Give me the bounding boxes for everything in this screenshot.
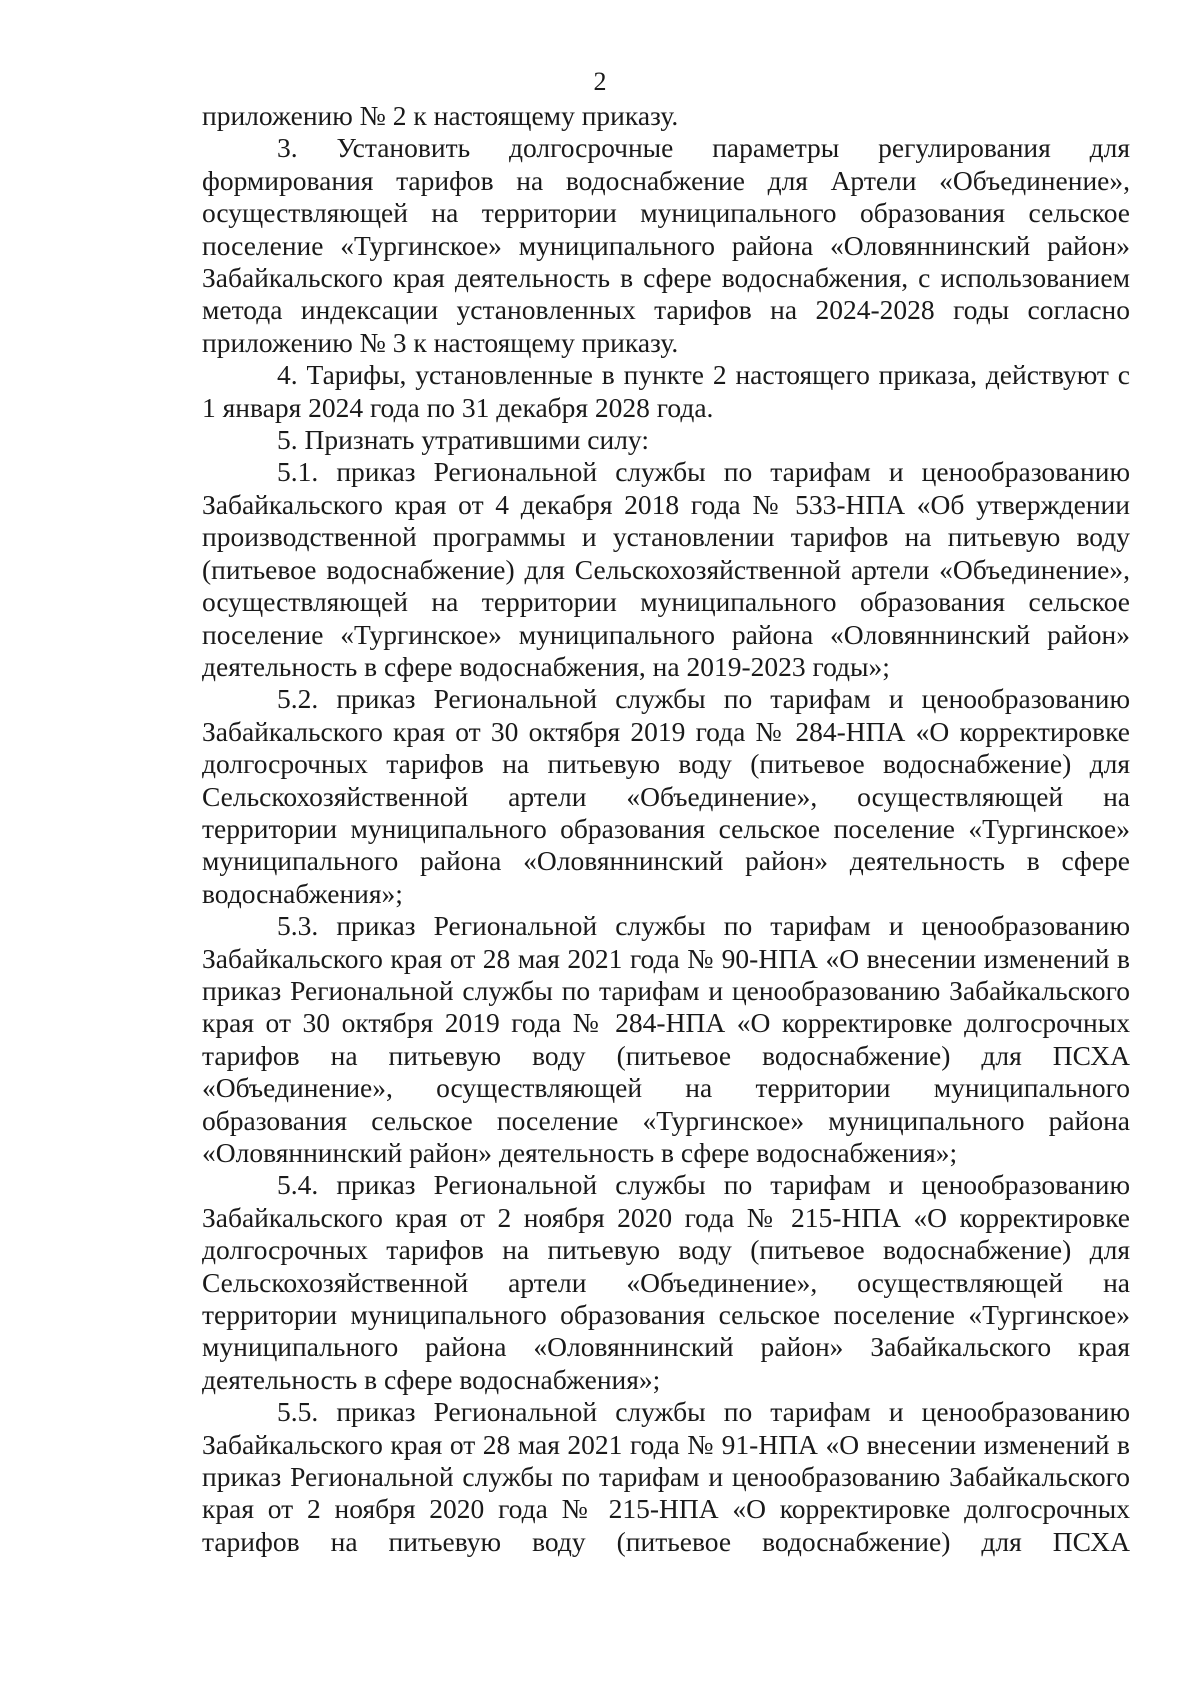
paragraph-item-5: 5. Признать утратившими силу:	[277, 424, 649, 456]
paragraph-item-5-2: 5.2. приказ Региональной службы по тарифам и ценообразованию Забайкальского края от 30 октября 2019 года № 284-НПА «О корректировке долгосрочных тарифов на питьевую воду (питьевое водоснабжение) для Сельскохозяйственной артели «Объединение», осуществляющей на территории муниципального образования сельское поселение «Тургинское» муниципального района «Оловяннинский район» деятельность в сфере водоснабжения»;	[202, 683, 1130, 909]
document-body	[202, 100, 1130, 1558]
paragraph-item-3: 3. Установить долгосрочные параметры регулирования для формирования тарифов на водоснабжение для Артели «Объединение», осуществляющей на территории муниципального образования сельское поселение «Тургинское» муниципального района «Оловяннинский район» Забайкальского края деятельность в сфере водоснабжения, с использованием метода индексации установленных тарифов на 2024-2028 годы согласно приложению № 3 к настоящему приказу.	[202, 132, 1130, 358]
paragraph-item-4: 4. Тарифы, установленные в пункте 2 настоящего приказа, действуют с 1 января 2024 года по 31 декабря 2028 года.	[202, 359, 1130, 423]
paragraph-item-5-5: 5.5. приказ Региональной службы по тарифам и ценообразованию Забайкальского края от 28 мая 2021 года № 91-НПА «О внесении изменений в приказ Региональной службы по тарифам и ценообразованию Забайкальского края от 2 ноября 2020 года № 215-НПА «О корректировке долгосрочных тарифов на питьевую воду (питьевое водоснабжение) для ПСХА	[202, 1396, 1130, 1557]
paragraph-item-5-4: 5.4. приказ Региональной службы по тарифам и ценообразованию Забайкальского края от 2 ноября 2020 года № 215-НПА «О корректировке долгосрочных тарифов на питьевую воду (питьевое водоснабжение) для Сельскохозяйственной артели «Объединение», осуществляющей на территории муниципального образования сельское поселение «Тургинское» муниципального района «Оловяннинский район» Забайкальского края деятельность в сфере водоснабжения»;	[202, 1169, 1130, 1395]
paragraph-item-5-3: 5.3. приказ Региональной службы по тарифам и ценообразованию Забайкальского края от 28 мая 2021 года № 90-НПА «О внесении изменений в приказ Региональной службы по тарифам и ценообразованию Забайкальского края от 30 октября 2019 года № 284-НПА «О корректировке долгосрочных тарифов на питьевую воду (питьевое водоснабжение) для ПСХА «Объединение», осуществляющей на территории муниципального образования сельское поселение «Тургинское» муниципального района «Оловяннинский район» деятельность в сфере водоснабжения»;	[202, 910, 1130, 1168]
paragraph-item-5-1: 5.1. приказ Региональной службы по тарифам и ценообразованию Забайкальского края от 4 декабря 2018 года № 533-НПА «Об утверждении производственной программы и установлении тарифов на питьевую воду (питьевое водоснабжение) для Сельскохозяйственной артели «Объединение», осуществляющей на территории муниципального образования сельское поселение «Тургинское» муниципального района «Оловяннинский район» деятельность в сфере водоснабжения, на 2019-2023 годы»;	[202, 456, 1130, 682]
paragraph-continuation: приложению № 2 к настоящему приказу.	[202, 100, 679, 131]
page-number: 2	[593, 67, 607, 96]
